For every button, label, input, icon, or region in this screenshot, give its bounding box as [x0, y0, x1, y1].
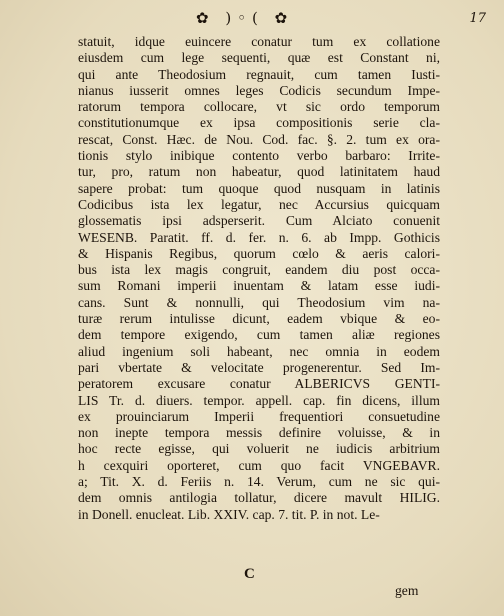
text-line: & Hispanis Regibus, quorum cœlo & aeris calori- — [78, 245, 440, 261]
text-line: rescat, Const. Hæc. de Nou. Cod. fac. §. 2. tum ex ora- — [78, 131, 440, 147]
text-line: LIS Tr. d. diuers. tempor. appell. cap. fin dicens, illum — [78, 392, 440, 408]
text-line: hoc recte egisse, qui voluerit ne iudicis arbitrium — [78, 441, 440, 457]
text-line: bus ista lex magis congruit, eandem diu post occa- — [78, 262, 440, 278]
text-line: aliud ingenium soli habeant, nec omnia in eodem — [78, 343, 440, 359]
header-ornament: ✿ )◦( ✿ — [196, 9, 294, 27]
text-line: glossematis ipsi adsperserit. Cum Alciato conuenit — [78, 213, 440, 229]
text-line: turæ rerum intulisse dicunt, eadem vbique & eo- — [78, 311, 440, 327]
text-line: ratorum tempora collocare, vt sic ordo temporum — [78, 99, 440, 115]
text-line: ex prouinciarum Imperii frequentiori consuetudine — [78, 408, 440, 424]
text-line: sapere probat: tum quoque quod nusquam in latinis — [78, 180, 440, 196]
text-line: sum Romani imperii inuentam & latam esse iudi- — [78, 278, 440, 294]
text-line: eiusdem cum lege sequenti, quæ est Constant ni, — [78, 50, 440, 66]
text-line: qui ante Theodosium regnauit, cum tamen Iusti- — [78, 66, 440, 82]
text-line: in Donell. enucleat. Lib. XXIV. cap. 7. tit. P. in not. Le- — [78, 506, 380, 522]
text-line: dem tempore exigendo, cum tamen aliæ regiones — [78, 327, 440, 343]
text-line: a; Tit. X. d. Feriis n. 14. Verum, cum ne sic qui- — [78, 474, 440, 490]
catchword: gem — [395, 583, 419, 598]
text-line: non inepte tempora messis definire voluisse, & in — [78, 425, 440, 441]
signature-mark: C — [244, 566, 255, 582]
text-line: cans. Sunt & nonnulli, qui Theodosium vim na- — [78, 294, 440, 310]
text-line: tionis stylo inibique contento verbo barbaro: Irrite- — [78, 148, 440, 164]
text-line: pari vbertate & velocitate progenerentur. Sed Im- — [78, 359, 440, 375]
text-line: constitutionumque ex ipsa compositionis serie cla- — [78, 115, 440, 131]
text-line: tur, pro, ratum non habeatur, quod latinitatem haud — [78, 164, 440, 180]
text-line: statuit, idque euincere conatur tum ex collatione — [78, 34, 440, 49]
page-header — [0, 9, 504, 29]
text-line: peratorem excusare conatur ALBERICVS GENTI- — [78, 376, 440, 392]
text-line: WESENB. Paratit. ff. d. fer. n. 6. ab Impp. Gothicis — [78, 229, 440, 245]
page-number: 17 — [469, 11, 486, 26]
text-line: dem omnis antilogia tollatur, dicere mavult HILIG. — [78, 490, 440, 506]
text-line: Codicibus ista lex legatur, nec Accursius quicquam — [78, 196, 440, 212]
body-text — [78, 34, 440, 523]
text-line: nianus iusserit omnes leges Codicis secundum Impe- — [78, 82, 440, 98]
text-line: h cexquiri oporteret, cum quo facit VNGEBAVR. — [78, 457, 440, 473]
